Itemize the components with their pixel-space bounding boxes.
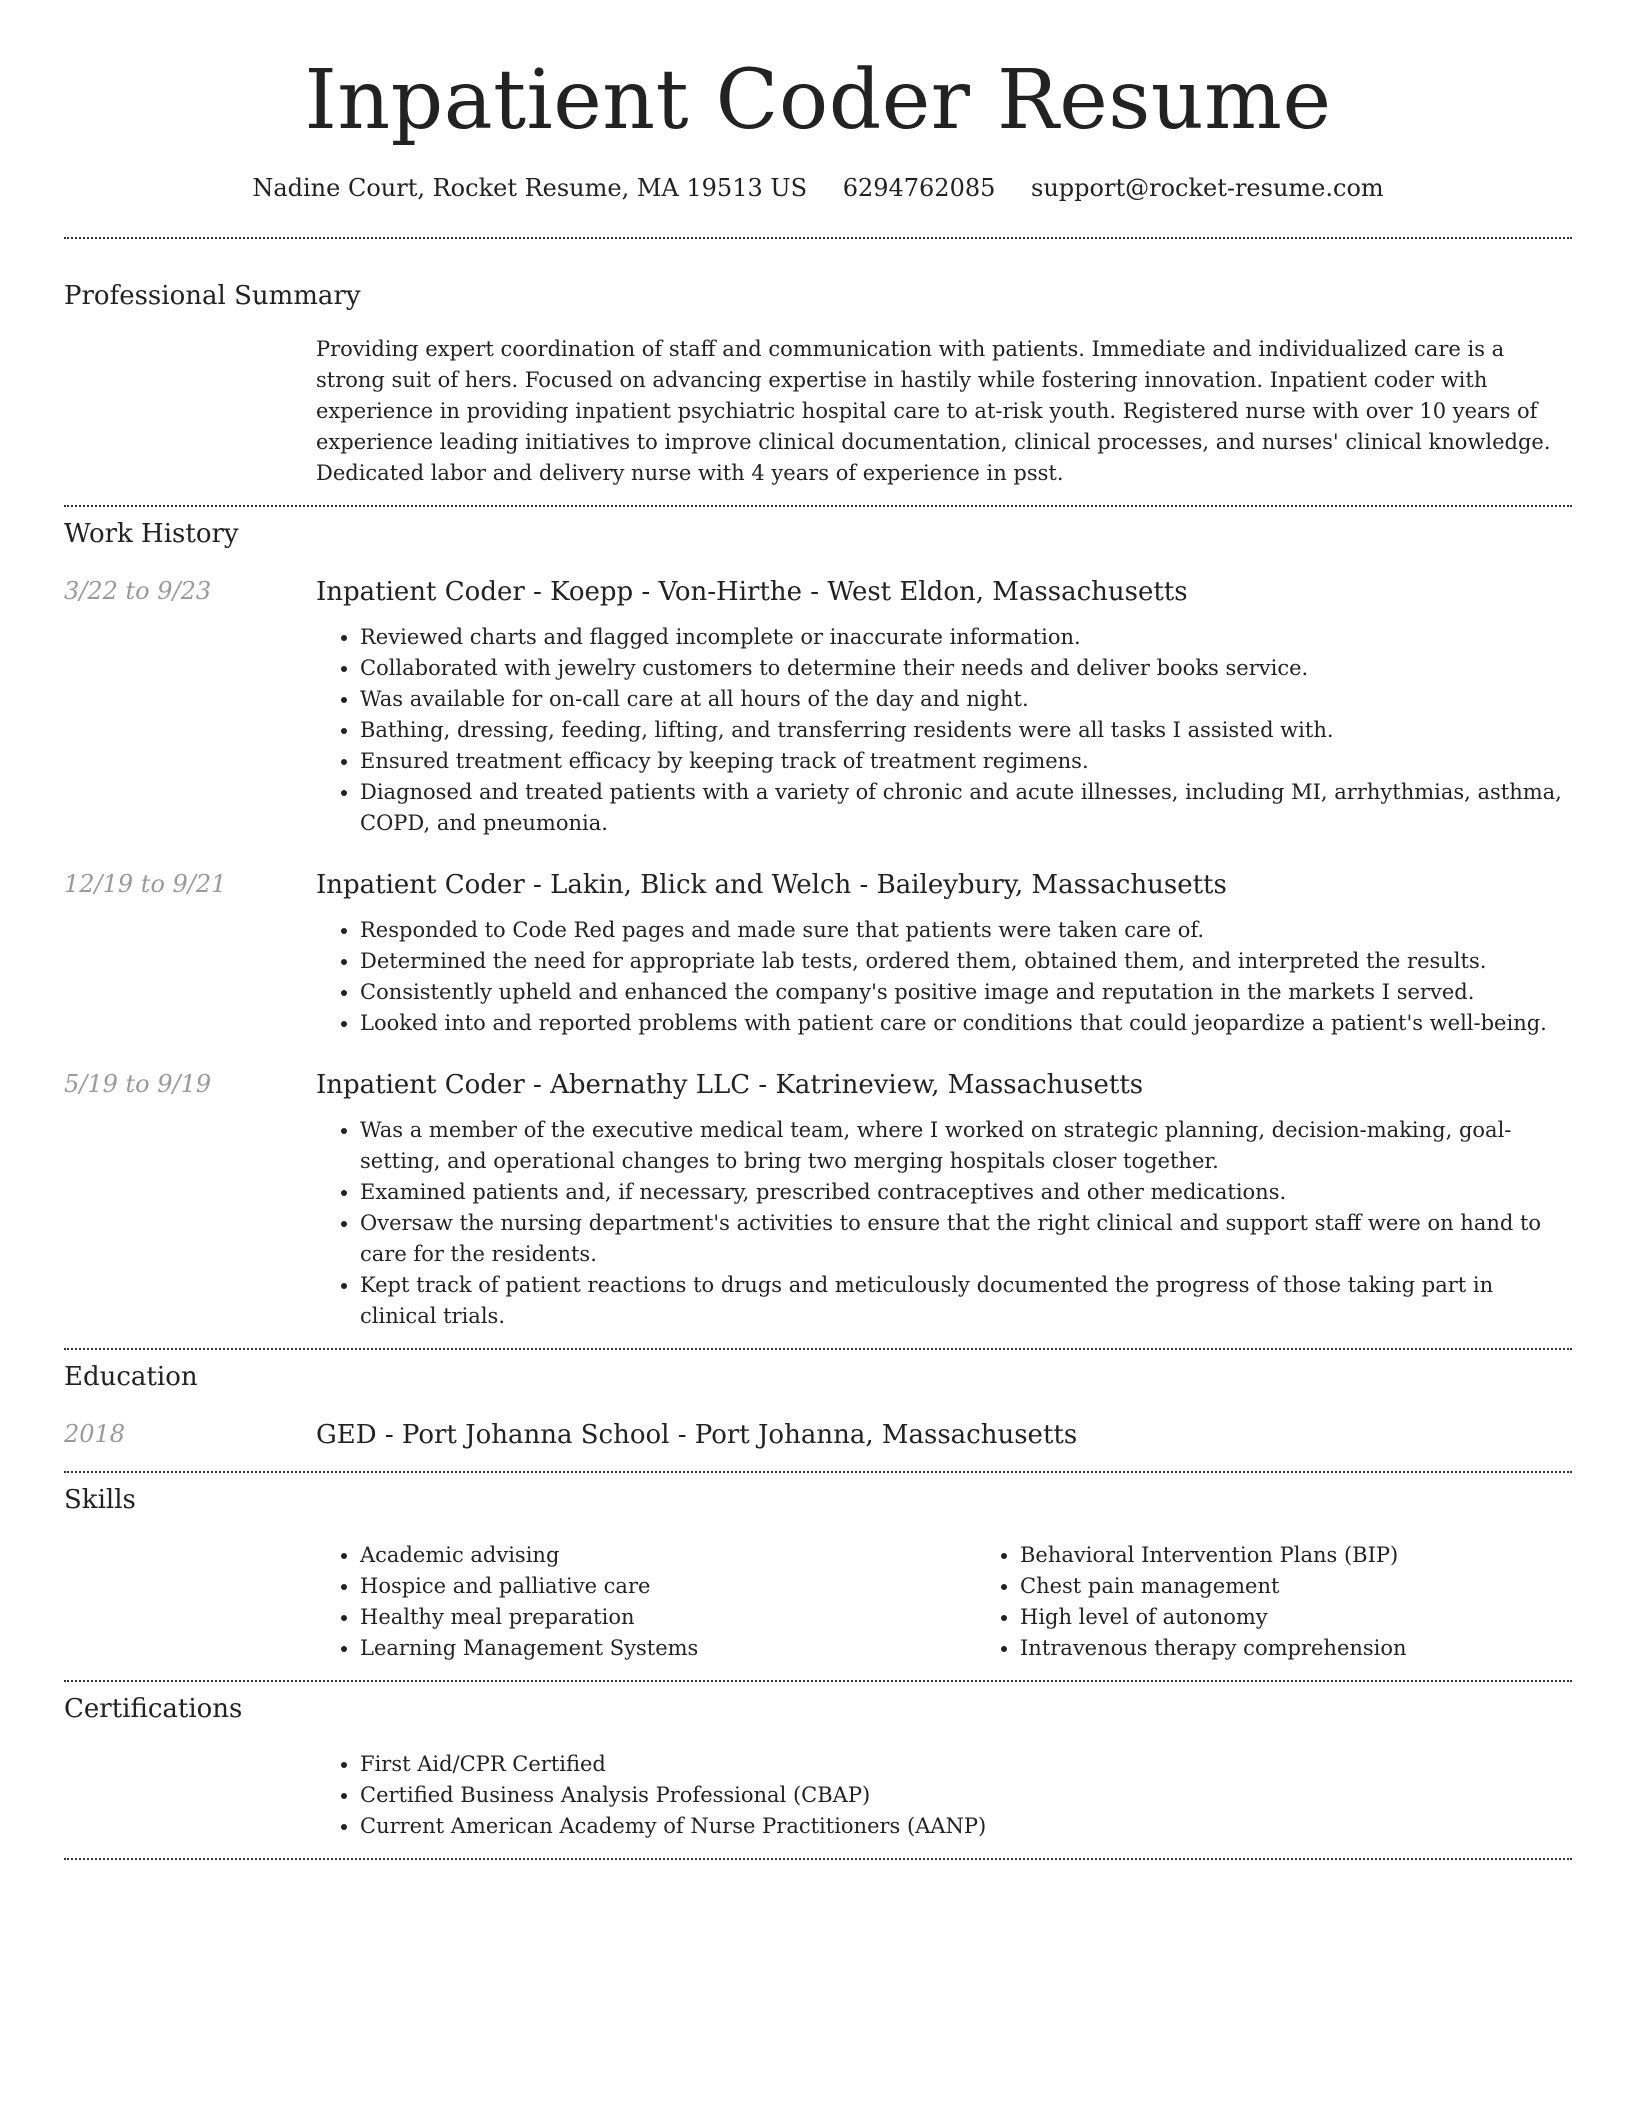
skill-item: • Academic advising	[360, 1540, 976, 1571]
job-bullet: • Was available for on-call care at all hours of the day and night.	[360, 684, 1572, 715]
skill-item: • High level of autonomy	[1020, 1602, 1632, 1633]
job-title: Inpatient Coder - Abernathy LLC - Katrineview, Massachusetts	[316, 1069, 1144, 1100]
section-divider	[64, 1471, 1572, 1473]
job-bullet: • Examined patients and, if necessary, prescribed contraceptives and other medications.	[360, 1177, 1572, 1208]
job-bullet: • Kept track of patient reactions to drugs and meticulously documented the progress of those taking part in clinical trials.	[360, 1270, 1572, 1332]
certifications-row	[64, 1749, 1572, 1842]
job-title: Inpatient Coder - Koepp - Von-Hirthe - West Eldon, Massachusetts	[316, 577, 1188, 608]
section-divider	[64, 1680, 1572, 1682]
section-divider	[64, 505, 1572, 507]
job-bullet: • Determined the need for appropriate lab tests, ordered them, obtained them, and interpreted the results.	[360, 946, 1572, 977]
skill-item: • Healthy meal preparation	[360, 1602, 976, 1633]
work-history-heading: Work History	[64, 518, 239, 549]
job-bullets	[316, 915, 1572, 1039]
skill-item: • Learning Management Systems	[360, 1633, 976, 1664]
education-title: GED - Port Johanna School - Port Johanna, Massachusetts	[316, 1419, 1078, 1450]
certifications-list	[316, 1749, 1572, 1842]
job-dates: 3/22 to 9/23	[64, 577, 212, 606]
section-divider	[64, 237, 1572, 239]
job-title: Inpatient Coder - Lakin, Blick and Welch - Baileybury, Massachusetts	[316, 869, 1227, 900]
job-bullet: • Collaborated with jewelry customers to determine their needs and deliver books service.	[360, 653, 1572, 684]
skill-item: • Intravenous therapy comprehension	[1020, 1633, 1632, 1664]
contact-phone: 6294762085	[842, 174, 996, 202]
contact-address: Nadine Court, Rocket Resume, MA 19513 US	[252, 174, 808, 202]
certifications-heading: Certifications	[64, 1693, 243, 1724]
contact-line	[64, 174, 1572, 203]
skills-row	[64, 1540, 1572, 1664]
skill-item: • Hospice and palliative care	[360, 1571, 976, 1602]
job-entry	[64, 1069, 1572, 1332]
job-bullet: • Responded to Code Red pages and made sure that patients were taken care of.	[360, 915, 1572, 946]
education-entry	[64, 1419, 1572, 1453]
job-bullet: • Ensured treatment efficacy by keeping track of treatment regimens.	[360, 746, 1572, 777]
skills-list-right	[976, 1540, 1632, 1664]
job-dates: 5/19 to 9/19	[64, 1069, 212, 1098]
job-entry	[64, 576, 1572, 839]
job-dates: 12/19 to 9/21	[64, 869, 227, 898]
certification-item: • Certified Business Analysis Professional (CBAP)	[360, 1780, 1572, 1811]
job-bullet: • Oversaw the nursing department's activities to ensure that the right clinical and support staff were on hand to care for the residents.	[360, 1208, 1572, 1270]
section-divider	[64, 1348, 1572, 1350]
contact-email: support@rocket-resume.com	[1031, 174, 1384, 202]
job-bullet: • Consistently upheld and enhanced the company's positive image and reputation in the markets I served.	[360, 977, 1572, 1008]
summary-heading: Professional Summary	[64, 280, 361, 311]
education-heading: Education	[64, 1361, 198, 1392]
job-bullets	[316, 1115, 1572, 1332]
job-bullets	[316, 622, 1572, 839]
job-bullet: • Was a member of the executive medical team, where I worked on strategic planning, decision-making, goal-setting, and operational changes to bring two merging hospitals closer together.	[360, 1115, 1572, 1177]
job-bullet: • Reviewed charts and flagged incomplete or inaccurate information.	[360, 622, 1572, 653]
education-year: 2018	[64, 1419, 126, 1448]
certification-item: • Current American Academy of Nurse Practitioners (AANP)	[360, 1811, 1572, 1842]
job-bullet: • Bathing, dressing, feeding, lifting, and transferring residents were all tasks I assisted with.	[360, 715, 1572, 746]
job-bullet: • Diagnosed and treated patients with a variety of chronic and acute illnesses, including MI, arrhythmias, asthma, COPD, and pneumonia.	[360, 777, 1572, 839]
job-entry	[64, 869, 1572, 1039]
skills-list-left	[316, 1540, 976, 1664]
summary-row	[64, 334, 1572, 489]
certification-item: • First Aid/CPR Certified	[360, 1749, 1572, 1780]
job-bullet: • Looked into and reported problems with patient care or conditions that could jeopardize a patient's well-being.	[360, 1008, 1572, 1039]
skill-item: • Behavioral Intervention Plans (BIP)	[1020, 1540, 1632, 1571]
resume-page	[64, 0, 1572, 1860]
section-divider	[64, 1858, 1572, 1860]
resume-title: Inpatient Coder Resume	[304, 53, 1332, 148]
skills-heading: Skills	[64, 1484, 136, 1515]
skill-item: • Chest pain management	[1020, 1571, 1632, 1602]
summary-text: Providing expert coordination of staff and communication with patients. Immediate and individualized care is a strong suit of hers. Focused on advancing expertise in hastily while fostering innovation. Inpatient coder with experience in providing inpatient psychiatric hospital care to at-risk youth. Registered nurse with over 10 years of experience leading initiatives to improve clinical documentation, clinical processes, and nurses' clinical knowledge. Dedicated labor and delivery nurse with 4 years of experience in psst.	[316, 336, 1551, 485]
